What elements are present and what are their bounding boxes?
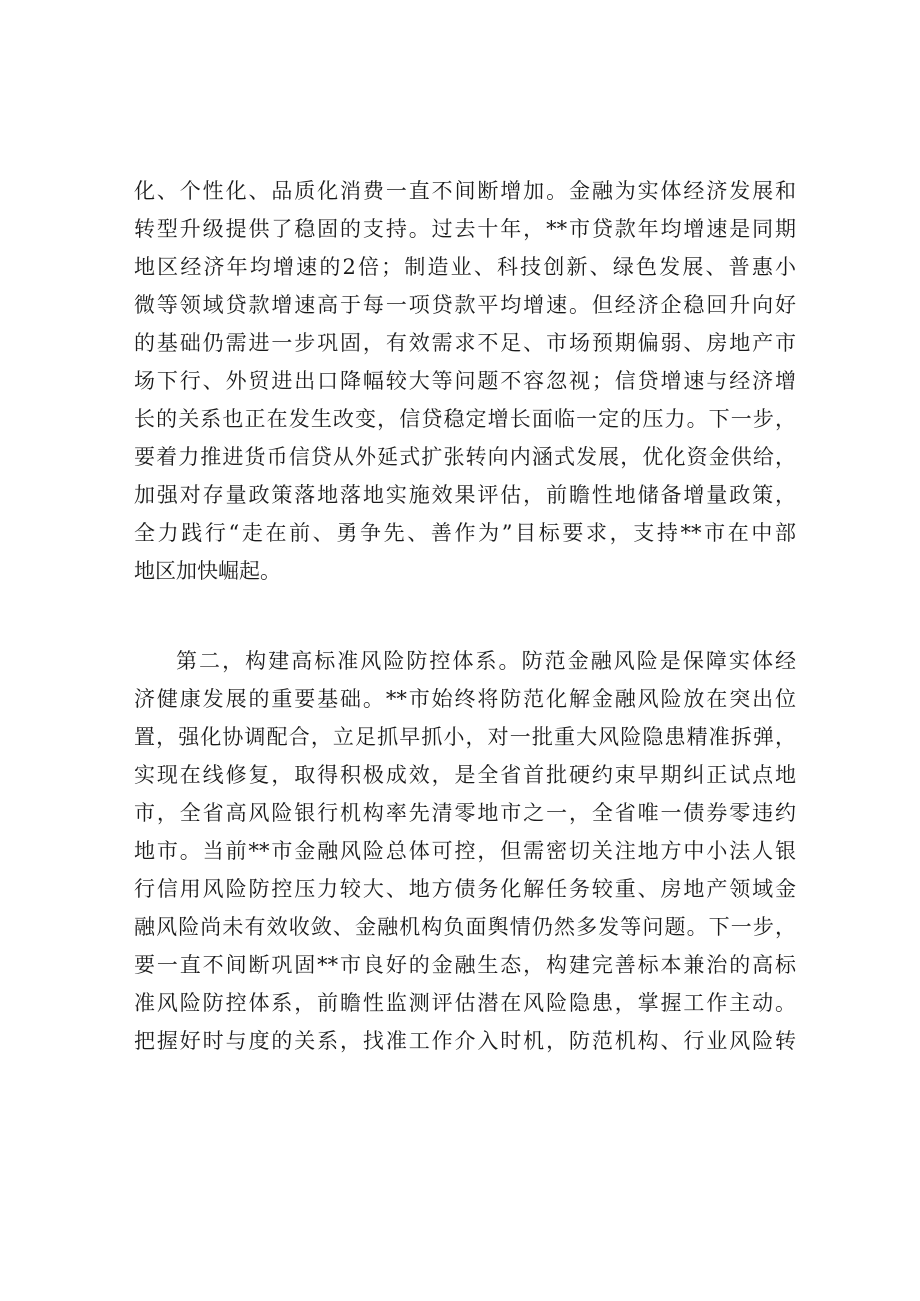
paragraph-2-line: 市，全省高风险银行机构率先清零地市之一，全省唯一债券零违约: [134, 801, 796, 825]
paragraph-1-line: 要着力推进货币信贷从外延式扩张转向内涵式发展，优化资金供给，: [134, 445, 796, 469]
paragraph-2-line: 行信用风险防控压力较大、地方债务化解任务较重、房地产领域金: [134, 877, 796, 901]
paragraph-2-line: 地市。当前**市金融风险总体可控，但需密切关注地方中小法人银: [134, 839, 796, 863]
paragraph-2-line: 要一直不间断巩固**市良好的金融生态，构建完善标本兼治的高标: [134, 953, 796, 977]
paragraph-1-line: 场下行、外贸进出口降幅较大等问题不容忽视；信贷增速与经济增: [134, 369, 796, 393]
paragraph-1-line: 转型升级提供了稳固的支持。过去十年，**市贷款年均增速是同期: [134, 217, 796, 241]
paragraph-2-line: 第二，构建高标准风险防控体系。防范金融风险是保障实体经: [176, 649, 796, 673]
paragraph-2: [134, 642, 796, 1060]
paragraph-1-line: 微等领域贷款增速高于每一项贷款平均增速。但经济企稳回升向好: [134, 293, 796, 317]
paragraph-1-line: 化、个性化、品质化消费一直不间断增加。金融为实体经济发展和: [134, 179, 796, 203]
paragraph-2-line: 准风险防控体系，前瞻性监测评估潜在风险隐患，掌握工作主动。: [134, 991, 796, 1015]
paragraph-1-line: 长的关系也正在发生改变，信贷稳定增长面临一定的压力。下一步，: [134, 407, 796, 431]
paragraph-2-line: 置，强化协调配合，立足抓早抓小，对一批重大风险隐患精准拆弹，: [134, 725, 796, 749]
paragraph-1-line: 加强对存量政策落地落地实施效果评估，前瞻性地储备增量政策，: [134, 483, 796, 507]
paragraph-2-line: 实现在线修复，取得积极成效，是全省首批硬约束早期纠正试点地: [134, 763, 796, 787]
paragraph-1-line: 的基础仍需进一步巩固，有效需求不足、市场预期偏弱、房地产市: [134, 331, 796, 355]
paragraph-2-line: 把握好时与度的关系，找准工作介入时机，防范机构、行业风险转: [134, 1029, 796, 1053]
paragraph-1-line: 地区加快崛起。: [134, 559, 281, 583]
paragraph-1: [134, 172, 796, 590]
paragraph-2-line: 济健康发展的重要基础。**市始终将防范化解金融风险放在突出位: [134, 687, 796, 711]
paragraph-1-line: 全力践行“走在前、勇争先、善作为”目标要求，支持**市在中部: [134, 521, 796, 545]
paragraph-1-line: 地区经济年均增速的2倍；制造业、科技创新、绿色发展、普惠小: [134, 255, 796, 279]
paragraph-2-line: 融风险尚未有效收敛、金融机构负面舆情仍然多发等问题。下一步，: [134, 915, 796, 939]
